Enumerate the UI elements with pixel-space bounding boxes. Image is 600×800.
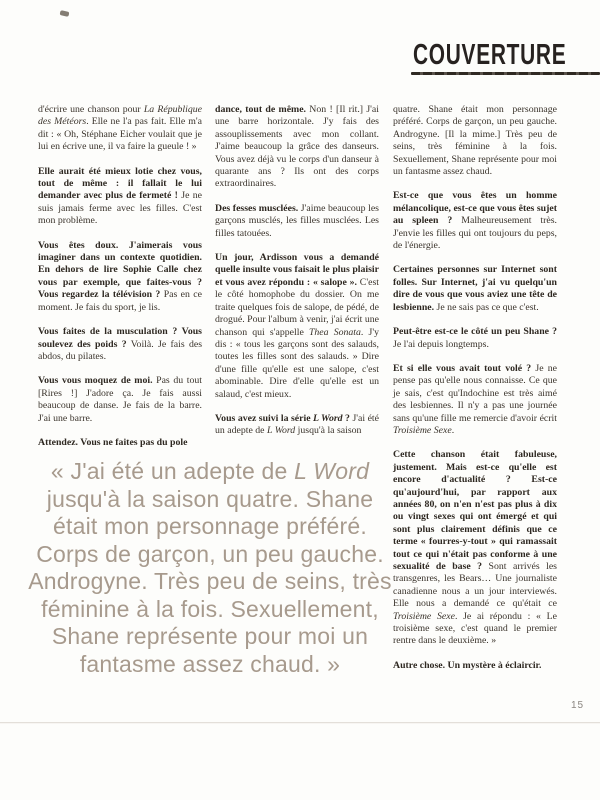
paragraph: d'écrire une chanson pour La République des Météors. Elle ne l'a pas fait. Elle m'a dit : « Oh, Stéphane Eicher voulait que je lui en écrive une, il va faire la gueule ! » xyxy=(38,104,202,153)
paragraph: Et si elle vous avait tout volé ? Je ne pense pas qu'elle nous connaisse. Ce que je sais, c'est qu'Indochine est très aimé des lesbiennes. Il n'y a pas une journée sans qu'une fille me remercie d'avoir écrit Troisième Sexe. xyxy=(393,362,557,436)
text-column-3 xyxy=(393,104,557,684)
pull-quote-line: Androgyne. Très peu de seins, très xyxy=(28,568,392,594)
pull-quote-line: féminine à la fois. Sexuellement, xyxy=(41,595,379,622)
pull-quote-line: Corps de garçon, un peu gauche. xyxy=(36,540,384,567)
paragraph: Elle aurait été mieux lotie chez vous, tout de même : il fallait le lui demander avec plus de fermeté ! Je ne suis jamais ferme avec les filles. C'est mon problème. xyxy=(38,165,202,227)
paragraph: Cette chanson était fabuleuse, justement. Mais est-ce qu'elle est encore d'actualité ? Est-ce qu'aujourd'hui, par rapport aux années 80, on n'en n'est pas plus à dix ou vingt sexes qui ont émergé et qui sont plus clairement définis que ce terme « fourres-y-tout » qui ramassait tout ce qui n'était pas conforme à une sexualité de base ? Sont arrivés les transgenres, les Bears… Une journaliste canadienne nous a un jour interviewés. Elle nous a demandé ce qu'était ce Troisième Sexe. Je ai répondu : « Le troisième sexe, c'est quand le premier rentre dans le deuxième. » xyxy=(393,449,557,647)
scan-speck xyxy=(60,10,70,17)
paragraph: Vous faites de la musculation ? Vous soulevez des poids ? Voilà. Je fais des abdos, du pilates. xyxy=(38,326,203,362)
paragraph: Un jour, Ardisson vous a demandé quelle insulte vous faisait le plus plaisir et vous avez répondu : « salope ». C'est le côté homophobe du dossier. On me traite quelques fois de salope, de pédé, de drogué. Pour l'album à venir, j'ai écrit une chanson qui s'appelle Thea Sonata. J'y dis : « tous les garçons sont des salauds, toutes les filles sont des salauds. » Dire d'une fille qu'elle est une salope, c'est abominable. Dire d'elle qu'elle est un salaud, c'est mieux. xyxy=(215,252,379,400)
pull-quote-line: fantasme assez chaud. » xyxy=(79,650,341,677)
paragraph: Vous êtes doux. J'aimerais vous imaginer dans un contexte quotidien. En dehors de lire Sophie Calle chez vous par exemple, que faites-vous ? Vous regardez la télévision ? Pas en ce moment. Je fais du sport, je lis. xyxy=(38,239,202,313)
paragraph: Certaines personnes sur Internet sont folles. Sur Internet, j'ai vu quelqu'un dire de vous que vous aviez une tête de lesbienne. Je ne sais pas ce que c'est. xyxy=(393,264,557,313)
pull-quote xyxy=(24,458,396,678)
section-title: COUVERTURE xyxy=(413,39,567,71)
paragraph: dance, tout de même. Non ! [Il rit.] J'ai une barre horizontale. J'y fais des assouplissements avec mon collant. J'aime beaucoup la grâce des danseurs. Vous avez déjà vu le corps d'un danseur à quarante ans ? Ils ont des corps extraordinaires. xyxy=(215,104,379,190)
paragraph: Vous avez suivi la série L Word ? J'ai été un adepte de L Word jusqu'à la saison xyxy=(215,412,379,437)
paragraph: Est-ce que vous êtes un homme mélancolique, est-ce que vous êtes sujet au spleen ? Malheureusement très. J'envie les filles qui ont toujours du peps, de l'énergie. xyxy=(393,190,557,252)
pull-quote-line: « J'ai été un adepte de L Word xyxy=(50,458,370,484)
pull-quote-line: jusqu'à la saison quatre. Shane xyxy=(46,485,374,512)
pull-quote-line: Shane représente pour moi un xyxy=(51,623,369,649)
paragraph: Attendez. Vous ne faites pas du pole xyxy=(38,436,188,448)
page-number: 15 xyxy=(571,700,585,711)
text-column-2 xyxy=(215,104,379,450)
paragraph: quatre. Shane était mon personnage préféré. Corps de garçon, un peu gauche. Androgyne. [Il la mime.] Très peu de seins, très féminine à la fois. Sexuellement, Shane représente pour moi un fantasme assez chaud. xyxy=(393,104,557,178)
paragraph: Peut-être est-ce le côté un peu Shane ? Je l'ai depuis longtemps. xyxy=(393,326,557,350)
header-rule xyxy=(411,72,600,75)
paragraph: Autre chose. Un mystère à éclaircir. xyxy=(393,659,542,671)
paragraph: Des fesses musclées. J'aime beaucoup les garçons musclés, les filles musclées. Les filles tatouées. xyxy=(215,202,379,239)
text-column-1 xyxy=(38,104,202,461)
pull-quote-line: était mon personnage préféré. xyxy=(53,513,367,539)
page-bottom-edge xyxy=(0,722,600,723)
paragraph: Vous vous moquez de moi. Pas du tout [Rires !] J'adore ça. Je fais aussi beaucoup de danse. Je fais de la barre. J'ai une barre. xyxy=(38,375,202,424)
